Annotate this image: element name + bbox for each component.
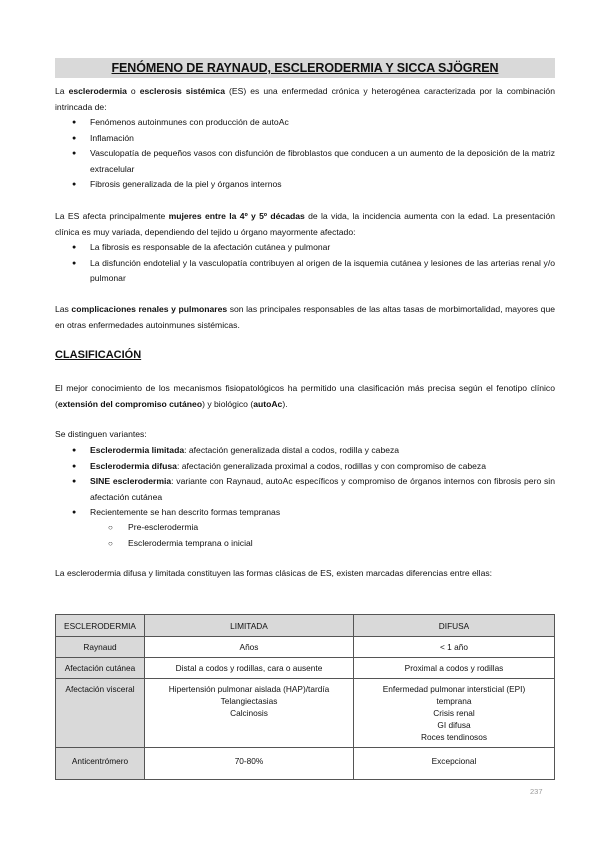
table-cell: Hipertensión pulmonar aislada (HAP)/tardía Telangiectasias Calcinosis — [145, 679, 354, 748]
variants-intro: Se distinguen variantes: — [55, 429, 147, 439]
section-heading-classification: CLASIFICACIÓN — [55, 349, 142, 361]
list-item: ● La disfunción endotelial y la vasculopatía contribuyen al origen de la isquemia cutánea y lesiones de las arterias renal y/o pulmonar — [55, 256, 555, 287]
list-item: ● Esclerodermia limitada: afectación generalizada distal a codos, rodilla y cabeza — [55, 443, 555, 459]
table-header-cell: DIFUSA — [354, 615, 555, 637]
table-header-cell: ESCLERODERMIA — [56, 615, 145, 637]
early-forms-sublist — [108, 520, 528, 551]
list-item: ● Recientemente se han descrito formas tempranas — [55, 505, 555, 521]
table-cell: < 1 año — [354, 637, 555, 658]
list-item: ● La fibrosis es responsable de la afectación cutánea y pulmonar — [55, 240, 555, 256]
list-item: ● Esclerodermia difusa: afectación generalizada proximal a codos, rodillas y con compromiso de cabeza — [55, 459, 555, 475]
table-header-cell: LIMITADA — [145, 615, 354, 637]
row-label: Afectación cutánea — [56, 658, 145, 679]
list-item: ● Fenómenos autoinmunes con producción de autoAc — [55, 115, 555, 131]
list-item: ● SINE esclerodermia: variante con Raynaud, autoAc específicos y compromiso de órganos internos con fibrosis pero sin afectación cutánea — [55, 474, 555, 505]
intro-paragraph: La esclerodermia o esclerosis sistémica (ES) es una enfermedad crónica y heterogénea caracterizada por la combinación intrincada de: — [55, 86, 555, 112]
complications-paragraph: Las complicaciones renales y pulmonares son las principales responsables de las altas tasas de morbimortalidad, mayores que en otras enfermedades autoinmunes sistémicas. — [55, 304, 556, 330]
row-label: Raynaud — [56, 637, 145, 658]
list-item: ○ Esclerodermia temprana o inicial — [108, 536, 528, 552]
variants-bullet-list — [55, 443, 555, 521]
table-row — [56, 658, 555, 679]
row-label: Afectación visceral — [56, 679, 145, 748]
title-bar — [55, 58, 555, 78]
list-item: ○ Pre-esclerodermia — [108, 520, 528, 536]
row-label: Anticentrómero — [56, 748, 145, 780]
table-row — [56, 637, 555, 658]
table-header-row — [56, 615, 555, 637]
table-cell: Años — [145, 637, 354, 658]
epidemiology-bullet-list — [55, 240, 555, 287]
table-cell: 70-80% — [145, 748, 354, 780]
table-cell: Excepcional — [354, 748, 555, 780]
list-item: ● Inflamación — [55, 131, 555, 147]
list-item: ● Vasculopatía de pequeños vasos con disfunción de fibroblastos que conducen a un aumento de la deposición de la matriz extracelular — [55, 146, 555, 177]
comparison-table — [55, 614, 555, 780]
table-row — [56, 679, 555, 748]
epidemiology-paragraph: La ES afecta principalmente mujeres entre la 4º y 5º décadas de la vida, la incidencia aumenta con la edad. La presentación clínica es muy variada, dependiendo del tejido u órgano mayormente afectado: — [55, 211, 555, 237]
intro-bullet-list — [55, 115, 555, 193]
classification-paragraph: El mejor conocimiento de los mecanismos fisiopatológicos ha permitido una clasificación más precisa según el fenotipo clínico (extensión del compromiso cutáneo) y biológico (autoAc). — [55, 383, 555, 409]
table-intro-paragraph: La esclerodermia difusa y limitada constituyen las formas clásicas de ES, existen marcadas diferencias entre ellas: — [55, 568, 493, 578]
page-title: FENÓMENO DE RAYNAUD, ESCLERODERMIA Y SICCA SJÖGREN — [111, 61, 499, 75]
list-item: ● Fibrosis generalizada de la piel y órganos internos — [55, 177, 555, 193]
table-cell: Enfermedad pulmonar intersticial (EPI) temprana Crisis renal GI difusa Roces tendinosos — [354, 679, 555, 748]
table-cell: Distal a codos y rodillas, cara o ausente — [145, 658, 354, 679]
page-number: 237 — [530, 787, 543, 796]
table-row — [56, 748, 555, 780]
table-cell: Proximal a codos y rodillas — [354, 658, 555, 679]
